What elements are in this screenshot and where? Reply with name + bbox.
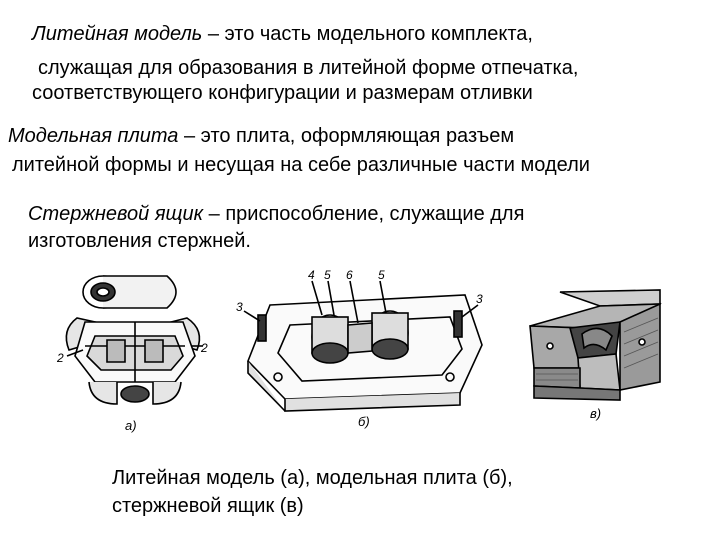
definition-text: – это плита, оформляющая разъем [178, 125, 515, 147]
definition-term: Литейная модель [32, 23, 203, 45]
callout-3-left: 3 [236, 300, 243, 314]
callout-2-left: 2 [57, 351, 64, 365]
figure-b-pattern-plate [230, 265, 495, 415]
callout-2-right: 2 [201, 341, 208, 355]
definition-2-line-1 [8, 124, 514, 148]
figure-caption-line-1: Литейная модель (а), модельная плита (б), [112, 467, 513, 489]
figure-c-core-box [520, 282, 670, 404]
callout-5: 5 [324, 268, 331, 282]
figure-caption-line-2: стержневой ящик (в) [112, 495, 304, 517]
definition-3-line-2: изготовления стержней. [28, 230, 251, 252]
callout-6: 6 [346, 268, 353, 282]
figure-c-sublabel: в) [590, 406, 602, 421]
definition-1-line-1 [32, 22, 533, 46]
definition-1-line-2: служащая для образования в литейной форме отпечатка, [38, 57, 579, 79]
figure-a-sublabel: а) [125, 418, 137, 433]
definition-term: Модельная плита [8, 125, 179, 147]
definition-2-line-2: литейной формы и несущая на себе различные части модели [12, 154, 590, 176]
figure-a-casting-model [55, 270, 215, 415]
callout-5-right: 5 [378, 268, 385, 282]
callout-3-right: 3 [476, 292, 483, 306]
definition-3-line-1 [28, 202, 524, 226]
definition-text: – это часть модельного комплекта, [202, 23, 533, 45]
callout-4: 4 [308, 268, 315, 282]
definition-term: Стержневой ящик [28, 203, 204, 225]
definition-1-line-3: соответствующего конфигурации и размерам отливки [32, 82, 533, 104]
figure-b-sublabel: б) [358, 414, 370, 429]
definition-text: – приспособление, служащие для [203, 203, 525, 225]
